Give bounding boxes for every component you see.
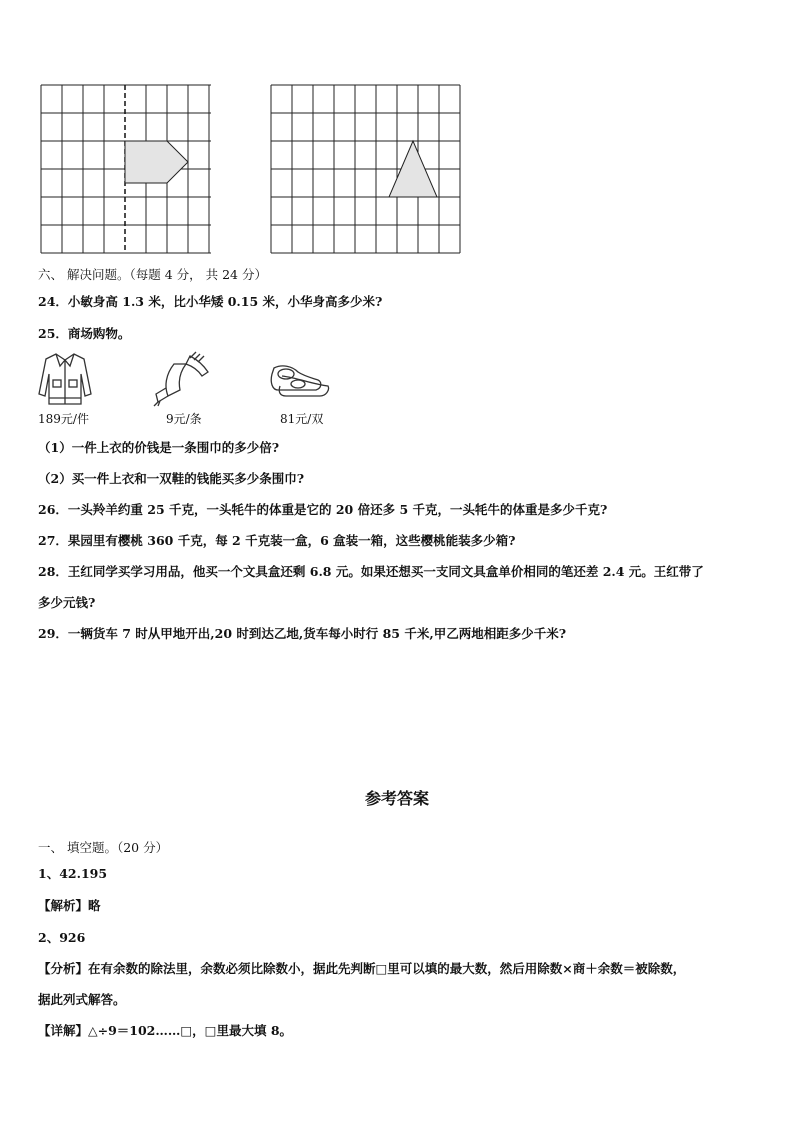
question-27: 27．果园里有樱桃 360 千克，每 2 千克装一盒，6 盒装一箱，这些樱桃能装多少箱? (38, 533, 516, 548)
shoes-price: 81元/双 (280, 412, 324, 426)
section6-header: 六、 解决问题。（每题 4 分， 共 24 分） (38, 267, 267, 282)
answer-2-analysis-line2: 据此列式解答。 (38, 992, 126, 1007)
answer-2-detail: 【详解】△÷9＝102……□，□里最大填 8。 (38, 1023, 293, 1038)
answers-title: 参考答案 (364, 789, 429, 808)
question-25-1: （1）一件上衣的价钱是一条围巾的多少倍? (38, 440, 280, 455)
left-grid-figure (40, 84, 214, 256)
question-28-line2: 多少元钱? (38, 595, 96, 610)
jacket-icon (36, 350, 94, 406)
answers-section1-header: 一、 填空题。（20 分） (38, 840, 169, 855)
answer-2: 2、926 (38, 930, 86, 945)
question-29: 29．一辆货车 7 时从甲地开出,20 时到达乙地,货车每小时行 85 千米,甲乙两地相距多少千米? (38, 626, 567, 641)
scarf-price: 9元/条 (166, 412, 202, 426)
answer-1: 1、42.195 (38, 866, 108, 881)
pentagon-shape (125, 141, 188, 183)
scarf-icon (150, 350, 212, 408)
question-28-line1: 28．王红同学买学习用品，他买一个文具盒还剩 6.8 元。如果还想买一支同文具盒单价相同的笔还差 2.4 元。王红带了 (38, 564, 704, 579)
question-25-2: （2）买一件上衣和一双鞋的钱能买多少条围巾? (38, 471, 305, 486)
question-25: 25．商场购物。 (38, 326, 131, 341)
right-grid-figure (270, 84, 464, 256)
question-24: 24．小敏身高 1.3 米，比小华矮 0.15 米，小华身高多少米? (38, 294, 383, 309)
jacket-price: 189元/件 (38, 412, 89, 426)
answer-1-analysis: 【解析】略 (38, 898, 101, 913)
shoes-icon (268, 360, 332, 402)
question-26: 26．一头羚羊约重 25 千克，一头牦牛的体重是它的 20 倍还多 5 千克，一头牦牛的体重是多少千克? (38, 502, 608, 517)
answer-2-analysis-line1: 【分析】在有余数的除法里，余数必须比除数小，据此先判断□里可以填的最大数，然后用除数×商＋余数＝被除数， (38, 961, 686, 976)
